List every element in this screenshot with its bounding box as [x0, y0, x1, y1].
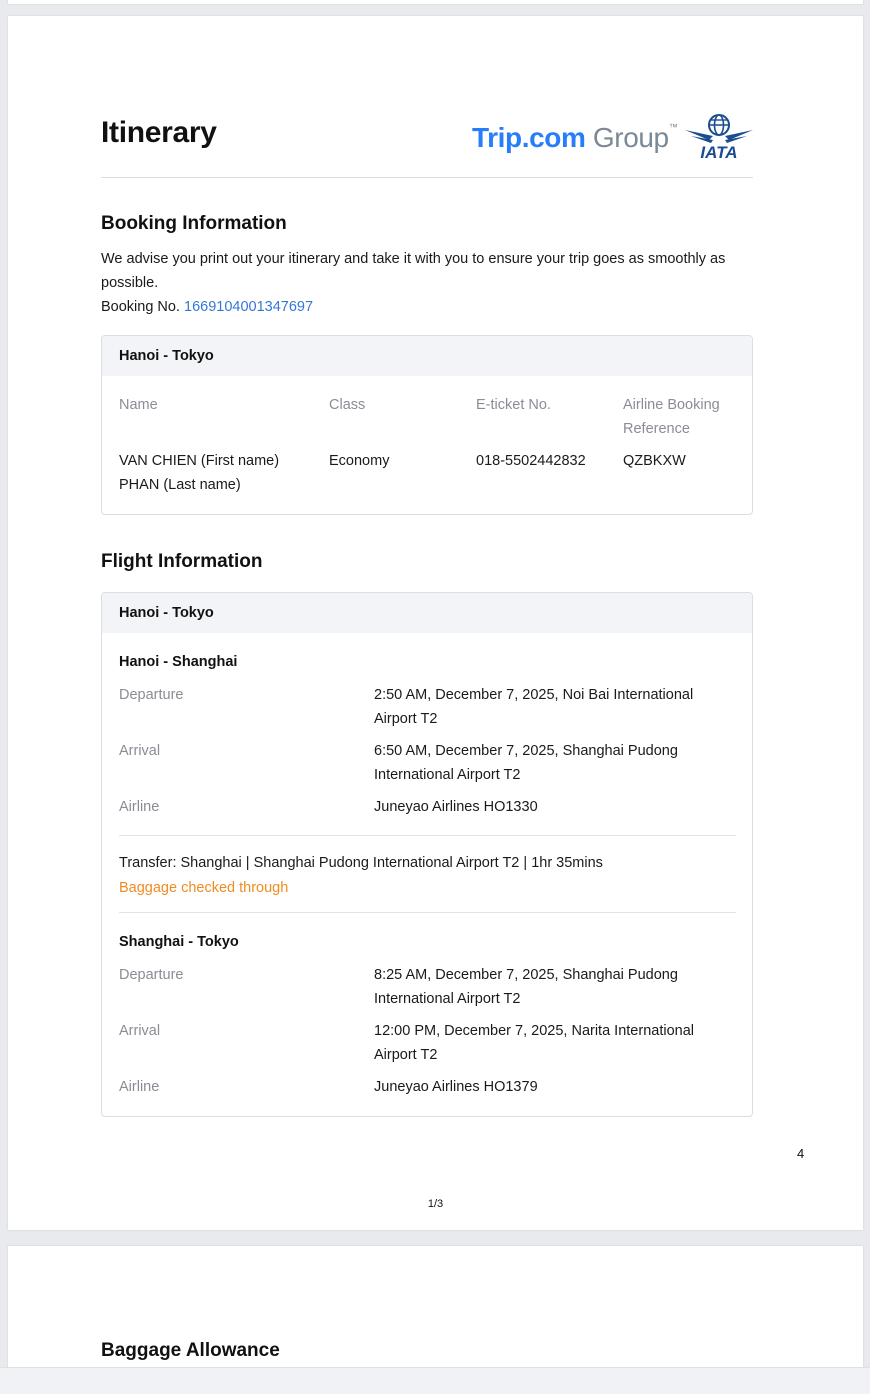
- segment-1-departure-label: Departure: [119, 687, 184, 703]
- airline-reference-column-header: Airline Booking Reference: [623, 397, 720, 437]
- name-column-header: Name: [119, 397, 158, 413]
- segment-1-departure: 2:50 AM, December 7, 2025, Noi Bai International Airport T2: [374, 687, 694, 727]
- iata-logo-icon: [683, 112, 755, 162]
- transfer-info: Transfer: Shanghai | Shanghai Pudong International Airport T2 | 1hr 35mins: [119, 855, 603, 871]
- svg-text:IATA: IATA: [700, 143, 738, 162]
- segment-1-arrival: 6:50 AM, December 7, 2025, Shanghai Pudong International Airport T2: [374, 743, 678, 783]
- baggage-checked-through-note: Baggage checked through: [119, 880, 289, 896]
- booking-number-label: Booking No.: [101, 299, 180, 315]
- passenger-class: Economy: [329, 453, 390, 469]
- passenger-card-route: Hanoi - Tokyo: [102, 336, 752, 376]
- booking-number-line: [101, 295, 753, 319]
- booking-number-link[interactable]: 1669104001347697: [184, 299, 314, 315]
- booking-information-heading: Booking Information: [101, 213, 287, 234]
- passenger-card: [101, 335, 753, 515]
- class-column-header: Class: [329, 397, 366, 413]
- booking-advice-text: We advise you print out your itinerary and take it with you to ensure your trip goes as smoothly as possible.: [101, 251, 726, 291]
- baggage-allowance-heading: Baggage Allowance: [101, 1340, 280, 1361]
- segment-2-airline: Juneyao Airlines HO1379: [374, 1079, 538, 1095]
- segment-1-title: Hanoi - Shanghai: [119, 654, 238, 670]
- page-indicator: 1/3: [427, 1198, 444, 1210]
- flight-card-route: Hanoi - Tokyo: [102, 593, 752, 633]
- segment-1-airline: Juneyao Airlines HO1330: [374, 799, 538, 815]
- transfer-divider-top: [119, 835, 736, 836]
- passenger-name: VAN CHIEN (First name) PHAN (Last name): [119, 453, 280, 493]
- segment-2-airline-label: Airline: [119, 1079, 160, 1095]
- side-page-number: 4: [797, 1146, 805, 1161]
- document-header: [101, 112, 753, 178]
- segment-2-arrival: 12:00 PM, December 7, 2025, Narita International Airport T2: [374, 1023, 694, 1063]
- airline-booking-reference: QZBKXW: [623, 453, 686, 469]
- segment-2-departure-label: Departure: [119, 967, 184, 983]
- segment-2-arrival-label: Arrival: [119, 1023, 161, 1039]
- segment-2-departure: 8:25 AM, December 7, 2025, Shanghai Pudong International Airport T2: [374, 967, 678, 1007]
- segment-1-arrival-label: Arrival: [119, 743, 161, 759]
- segment-2-title: Shanghai - Tokyo: [119, 934, 239, 950]
- eticket-column-header: E-ticket No.: [476, 397, 551, 413]
- transfer-divider-bottom: [119, 912, 736, 913]
- flight-card: [101, 592, 753, 1117]
- previous-page-edge: [8, 0, 863, 4]
- trip-com-group-logo: Trip.com Group™: [472, 122, 678, 153]
- eticket-number: 018-5502442832: [476, 453, 586, 469]
- page-title: Itinerary: [101, 116, 217, 149]
- segment-1-airline-label: Airline: [119, 799, 160, 815]
- viewer-bottom-bar: [0, 1367, 870, 1394]
- flight-information-heading: Flight Information: [101, 551, 263, 572]
